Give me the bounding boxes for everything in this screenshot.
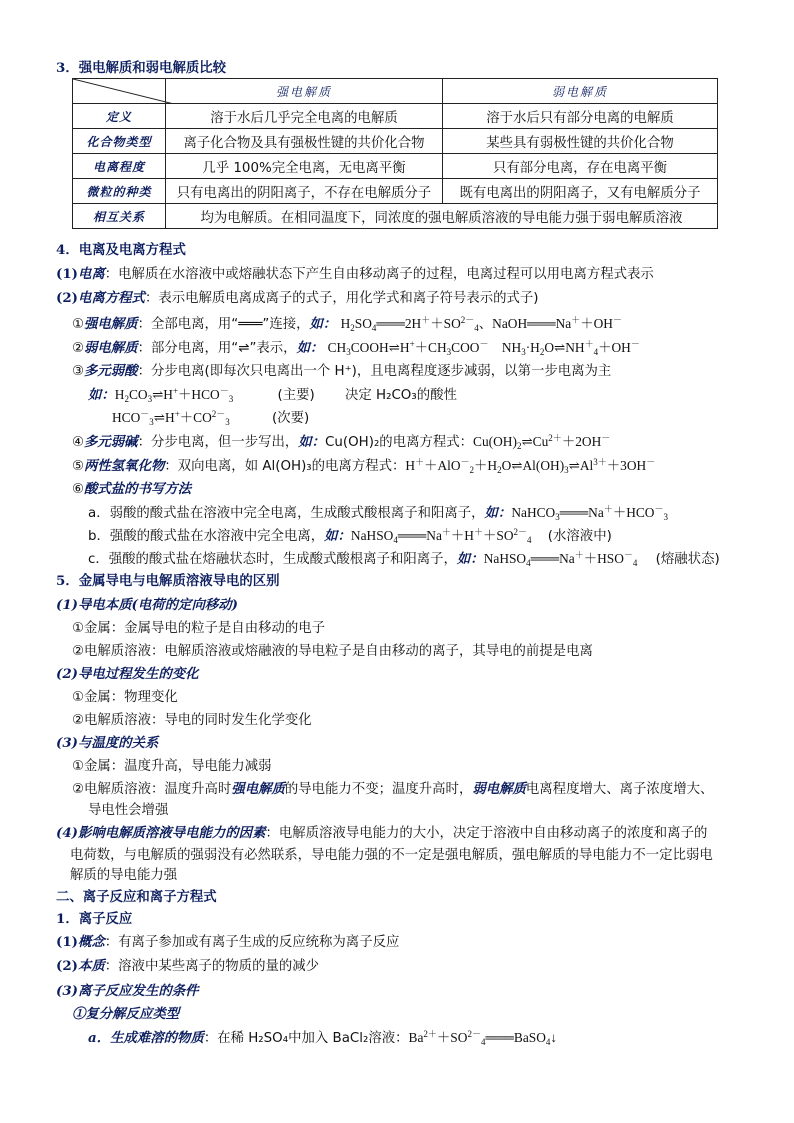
section-4-title: 4．电离及电离方程式 bbox=[56, 242, 186, 258]
item-amphoteric-hydroxide: ⑤两性氢氧化物：双向电离，如 Al(OH)₃的电离方程式：$H^++AlO^-_2+H_2O\rightleftharpoons Al(OH)_3\rightleftharpoons Al^{3+}+3OH^-$ bbox=[72, 457, 656, 475]
equation: $NaHCO_3═══Na^++HCO^-_3$ bbox=[511, 504, 668, 522]
item-polybasic-base: ④多元弱碱：分步电离，但一步写出，如：Cu(OH)₂的电离方程式：$Cu(OH)_2\rightleftharpoons Cu^{2+}+2OH^-$ bbox=[72, 433, 611, 451]
equation: $Ba^{2+}+SO^{2-}_4═══BaSO_4↓$ bbox=[408, 1029, 558, 1047]
s5-p2: (2)导电过程发生的变化 bbox=[56, 666, 199, 682]
s5-p1b: ②电解质溶液：电解质溶液或熔融液的导电粒子是自由移动的离子，其导电的前提是电离 bbox=[72, 644, 593, 659]
s5-p2b: ②电解质溶液：导电的同时发生化学变化 bbox=[72, 713, 312, 728]
item-acid-salt: ⑥酸式盐的书写方法 bbox=[72, 481, 192, 497]
acid-salt-b: b．强酸的酸式盐在水溶液中完全电离，如：$NaHSO_4═══Na^++H^++SO^{2-}_4$ (水溶液中) bbox=[88, 527, 612, 545]
table-header-row bbox=[73, 79, 718, 104]
part-2-s1: 1．离子反应 bbox=[56, 911, 133, 927]
row-label: 相互关系 bbox=[73, 204, 166, 229]
comparison-table bbox=[72, 78, 718, 229]
equation: $NaHSO_4═══Na^++HSO^-_4$ bbox=[483, 550, 638, 568]
table-row bbox=[73, 154, 718, 179]
s5-p1: (1)导电本质(电荷的定向移动) bbox=[56, 597, 238, 613]
col-header-strong: 强电解质 bbox=[166, 79, 443, 104]
table-row bbox=[73, 129, 718, 154]
cell-strong: 几乎 100%完全电离，无电离平衡 bbox=[166, 154, 443, 179]
col-header-weak: 弱电解质 bbox=[443, 79, 718, 104]
cell-weak: 只有部分电离，存在电离平衡 bbox=[443, 154, 718, 179]
conditions-line: (3)离子反应发生的条件 bbox=[56, 983, 199, 999]
diagonal-line bbox=[73, 79, 174, 104]
s5-p1a: ①金属：金属导电的粒子是自由移动的电子 bbox=[72, 621, 326, 636]
insoluble-example: a．生成难溶的物质：在稀 H₂SO₄中加入 BaCl₂溶液：$Ba^{2+}+SO^{2-}_4═══BaSO_4↓$ bbox=[88, 1029, 558, 1047]
cell-merged: 均为电解质。在相同温度下，同浓度的强电解质溶液的导电能力强于弱电解质溶液 bbox=[166, 204, 718, 229]
equation: $CH_3COOH\rightleftharpoons H^++CH_3COO^-$ $NH_3\cdot H_2O\rightleftharpoons NH^+_4+OH^-$ bbox=[327, 339, 640, 357]
row-label: 化合物类型 bbox=[73, 129, 166, 154]
essence-line: (2)本质：溶液中某些离子的物质的量的减少 bbox=[56, 958, 320, 974]
s5-p3b-cont: 导电性会增强 bbox=[88, 803, 169, 818]
equation: $H^++AlO^-_2+H_2O\rightleftharpoons Al(OH)_3\rightleftharpoons Al^{3+}+3OH^-$ bbox=[405, 457, 656, 475]
table-row bbox=[73, 104, 718, 129]
s5-p4-l2: 电荷数，与电解质的强弱没有必然联系，导电能力强的不一定是强电解质，强电解质的导电能力不一定比弱电 bbox=[70, 848, 713, 863]
cell-weak: 既有电离出的阴阳离子，又有电解质分子 bbox=[443, 179, 718, 204]
cell-strong: 只有电离出的阴阳离子，不存在电解质分子 bbox=[166, 179, 443, 204]
equation: $HCO^-_3\rightleftharpoons H^++CO^{2-}_3$ bbox=[112, 409, 230, 427]
row-label: 电离程度 bbox=[73, 154, 166, 179]
table-row bbox=[73, 204, 718, 229]
polyprotic-example-1: 如：$H_2CO_3\rightleftharpoons H^++HCO^-_3$ (主要) 决定 H₂CO₃的酸性 bbox=[88, 386, 457, 404]
s5-p4: (4)影响电解质溶液导电能力的因素：电解质溶液导电能力的大小，决定于溶液中自由移动离子的浓度和离子的 bbox=[56, 825, 708, 841]
cell-strong: 溶于水后几乎完全电离的电解质 bbox=[166, 104, 443, 129]
section-5-title: 5．金属导电与电解质溶液导电的区别 bbox=[56, 573, 280, 589]
part-2-title: 二、离子反应和离子方程式 bbox=[56, 889, 217, 905]
acid-salt-c: c．强酸的酸式盐在熔融状态时，生成酸式酸根离子和阳离子，如：$NaHSO_4═══Na^++HSO^-_4$ (熔融状态) bbox=[88, 550, 720, 568]
double-decomposition: ①复分解反应类型 bbox=[72, 1006, 180, 1022]
cell-weak: 溶于水后只有部分电离的电解质 bbox=[443, 104, 718, 129]
item-strong-electrolyte: ①强电解质：全部电离，用“═══”连接，如： $H_2SO_4═══2H^++SO^{2-}_4$、NaOH═══Na＋＋OH－ bbox=[72, 315, 622, 333]
s5-p2a: ①金属：物理变化 bbox=[72, 690, 178, 705]
equation: $H_2CO_3\rightleftharpoons H^++HCO^-_3$ bbox=[114, 386, 234, 404]
concept-line: (1)概念：有离子参加或有离子生成的反应统称为离子反应 bbox=[56, 934, 400, 950]
equation: $NaHSO_4═══Na^++H^++SO^{2-}_4$ bbox=[350, 527, 532, 545]
s5-p3: (3)与温度的关系 bbox=[56, 735, 159, 751]
table-corner-cell bbox=[73, 79, 166, 104]
row-label: 定义 bbox=[73, 104, 166, 129]
section-3-title: 3．强电解质和弱电解质比较 bbox=[56, 60, 227, 76]
cell-weak: 某些具有弱极性键的共价化合物 bbox=[443, 129, 718, 154]
p-ionization: (1)电离：电解质在水溶液中或熔融状态下产生自由移动离子的过程，电离过程可以用电离方程式表示 bbox=[56, 266, 654, 282]
s5-p4-l3: 解质的导电能力强 bbox=[70, 868, 178, 883]
acid-salt-a: a．弱酸的酸式盐在溶液中完全电离，生成酸式酸根离子和阳离子，如：$NaHCO_3═══Na^++HCO^-_3$ bbox=[88, 504, 668, 522]
cell-strong: 离子化合物及具有强极性键的共价化合物 bbox=[166, 129, 443, 154]
row-label: 微粒的种类 bbox=[73, 179, 166, 204]
equation: $H_2SO_4═══2H^++SO^{2-}_4$、NaOH═══Na＋＋OH－ bbox=[340, 315, 622, 333]
s5-p3b: ②电解质溶液：温度升高时强电解质的导电能力不变；温度升高时，弱电解质电离程度增大、离子浓度增大、 bbox=[72, 781, 714, 797]
polyprotic-example-2: $HCO^-_3\rightleftharpoons H^++CO^{2-}_3$ (次要) bbox=[112, 409, 310, 427]
table-row bbox=[73, 179, 718, 204]
item-weak-electrolyte: ②弱电解质：部分电离，用“⇌”表示，如： $CH_3COOH\rightleftharpoons H^++CH_3COO^-$ $NH_3\cdot H_2O\rightleftharpoons NH^+_4+OH^-$ bbox=[72, 339, 640, 357]
s5-p3a: ①金属：温度升高，导电能力减弱 bbox=[72, 759, 272, 774]
item-polyprotic-acid: ③多元弱酸：分步电离(即每次只电离出一个 H⁺)，且电离程度逐步减弱，以第一步电离为主 bbox=[72, 363, 612, 379]
p-ionization-equation: (2)电离方程式：表示电解质电离成离子的式子，用化学式和离子符号表示的式子) bbox=[56, 290, 539, 306]
equation: $Cu(OH)_2\rightleftharpoons Cu^{2+}+2OH^-$ bbox=[473, 433, 611, 451]
